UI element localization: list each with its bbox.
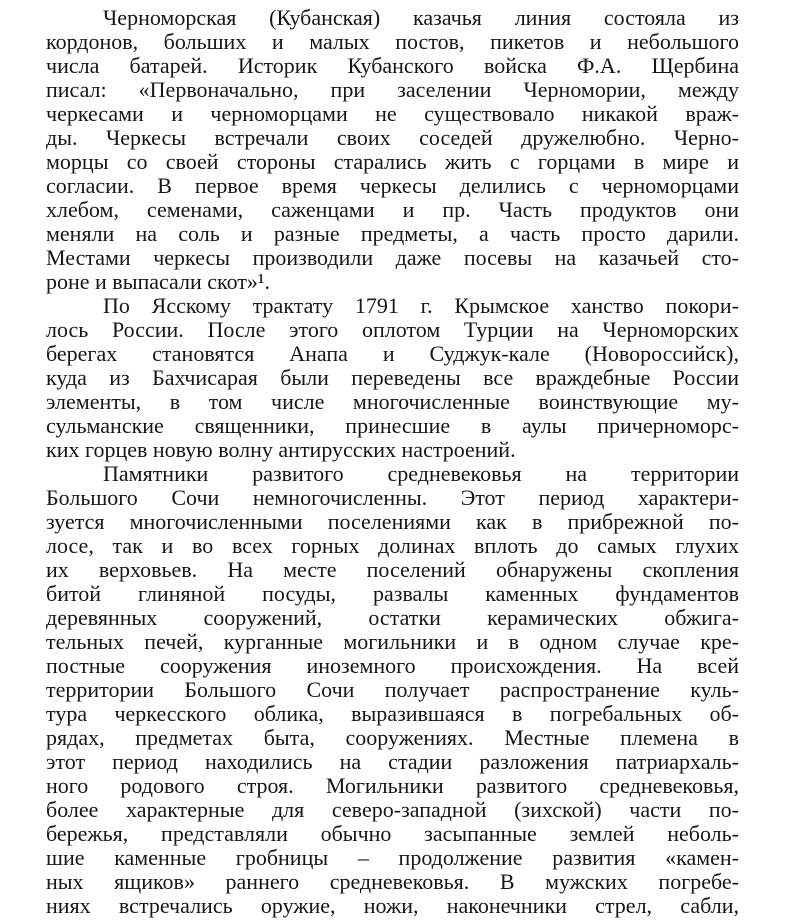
text-line: постные сооружения иноземного происхождения. На всей [46, 654, 739, 678]
text-line: согласии. В первое время черкесы делились с черноморцами [46, 174, 739, 198]
text-line: битой глиняной посуды, развалы каменных фундаментов [46, 582, 739, 606]
text-line: шие каменные гробницы – продолжение развития «камен- [46, 846, 739, 870]
text-line: тура черкесского облика, выразившаяся в погребальных об- [46, 702, 739, 726]
text-line: ды. Черкесы встречали своих соседей дружелюбно. Черно- [46, 126, 739, 150]
text-line: хлебом, семенами, саженцами и пр. Часть продуктов они [46, 198, 739, 222]
text-line: сульманские священники, принесшие в аулы причерноморс- [46, 414, 739, 438]
text-line: писал: «Первоначально, при заселении Черномории, между [46, 78, 739, 102]
text-line: лосе, так и во всех горных долинах вплоть до самых глухих [46, 534, 739, 558]
text-line: берегах становятся Анапа и Суджук-кале (Новороссийск), [46, 342, 739, 366]
text-line: Большого Сочи немногочисленны. Этот период характери- [46, 486, 739, 510]
text-line: более характерные для северо-западной (зихской) части по- [46, 798, 739, 822]
text-line: числа батарей. Историк Кубанского войска Ф.А. Щербина [46, 54, 739, 78]
text-line: территории Большого Сочи получает распространение куль- [46, 678, 739, 702]
text-line: ких горцев новую волну антирусских настроений. [46, 438, 516, 462]
text-line: ного родового строя. Могильники развитого средневековья, [46, 774, 739, 798]
text-line: бережья, представляли обычно засыпанные землей неболь- [46, 822, 739, 846]
text-line: Местами черкесы производили даже посевы на казачьей сто- [46, 246, 739, 270]
text-line: ных ящиков» раннего средневековья. В мужских погребе- [46, 870, 739, 894]
text-line: этот период находились на стадии разложения патриархаль- [46, 750, 739, 774]
text-line: черкесами и черноморцами не существовало никакой враж- [46, 102, 739, 126]
text-line: По Ясскому трактату 1791 г. Крымское ханство покори- [103, 294, 739, 318]
text-line: кордонов, больших и малых постов, пикетов и небольшого [46, 30, 739, 54]
text-line: рядах, предметах быта, сооружениях. Местные племена в [46, 726, 739, 750]
text-line: деревянных сооружений, остатки керамических обжига- [46, 606, 739, 630]
text-line: элементы, в том числе многочисленные воинствующие му- [46, 390, 739, 414]
text-line: Черноморская (Кубанская) казачья линия состояла из [103, 6, 739, 30]
text-line: куда из Бахчисарая были переведены все враждебные России [46, 366, 739, 390]
text-line: ниях встречались оружие, ножи, наконечники стрел, сабли, [46, 894, 739, 918]
text-line: тельных печей, курганные могильники и в одном случае кре- [46, 630, 739, 654]
text-line: роне и выпасали скот»¹. [46, 270, 271, 294]
text-line: Памятники развитого средневековья на территории [103, 462, 739, 486]
text-line: их верховьев. На месте поселений обнаружены скопления [46, 558, 739, 582]
text-line: лось России. После этого оплотом Турции на Черноморских [46, 318, 739, 342]
text-line: морцы со своей стороны старались жить с горцами в мире и [46, 150, 739, 174]
text-line: зуется многочисленными поселениями как в прибрежной по- [46, 510, 739, 534]
text-line: меняли на соль и разные предметы, а часть просто дарили. [46, 222, 739, 246]
